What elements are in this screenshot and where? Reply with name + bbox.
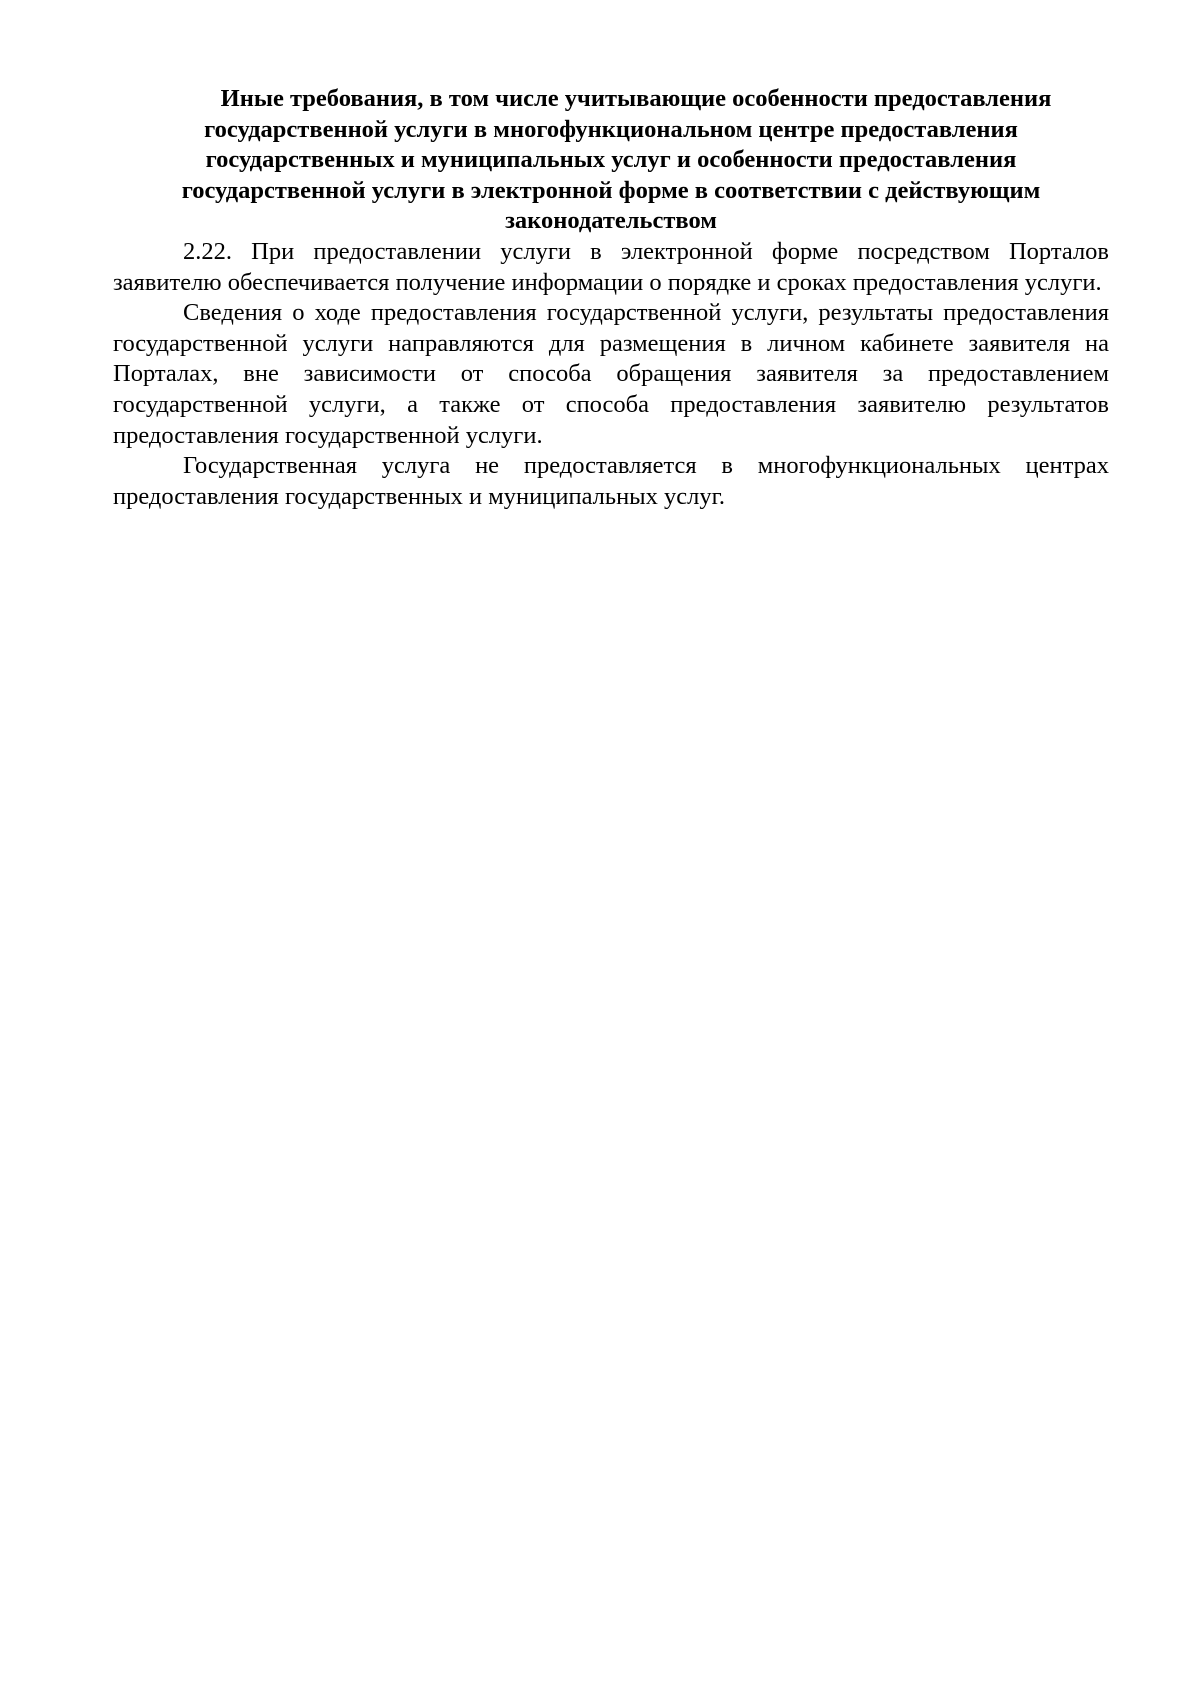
paragraph-mfc-note: Государственная услуга не предоставляется в многофункциональных центрах предоставления государственных и муниципальных услуг. bbox=[113, 452, 1109, 510]
paragraph-status-info: Сведения о ходе предоставления государственной услуги, результаты предоставления государственной услуги направляются для размещения в личном кабинете заявителя на Порталах, вне зависимости от способа обращения заявителя за предоставлением государственной услуги, а также от способа предоставления заявителю результатов предоставления государственной услуги. bbox=[113, 299, 1109, 449]
document-body bbox=[113, 84, 1109, 512]
section-heading: Иные требования, в том числе учитывающие особенности предоставления государственной услуги в многофункциональном центре предоставления государственных и муниципальных услуг и особенности предоставления государственной услуги в электронной форме в соответствии с действующим законодательством bbox=[181, 85, 1052, 235]
paragraph-2-22: 2.22. При предоставлении услуги в электронной форме посредством Порталов заявителю обеспечивается получение информации о порядке и сроках предоставления услуги. bbox=[113, 237, 1109, 296]
